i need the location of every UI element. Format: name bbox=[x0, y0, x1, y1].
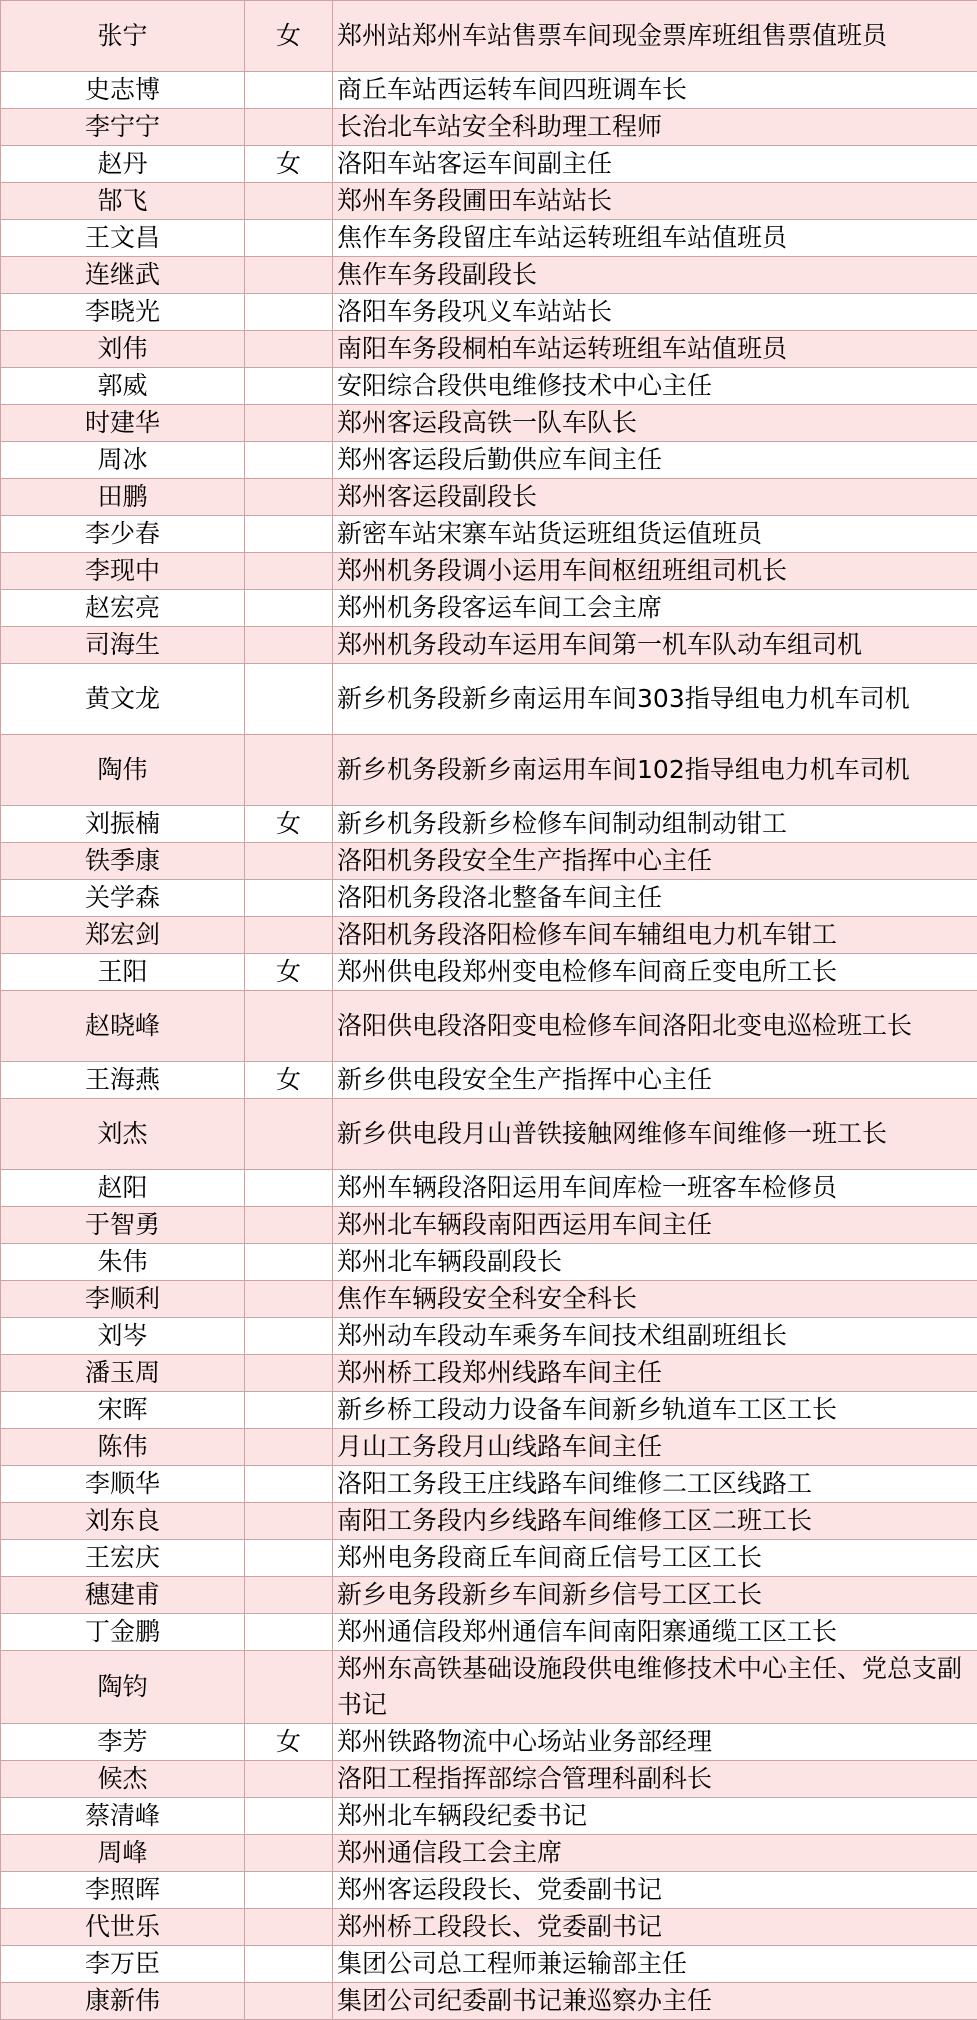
name-cell: 赵宏亮 bbox=[1, 590, 245, 627]
name-cell: 司海生 bbox=[1, 627, 245, 664]
table-row bbox=[1, 1835, 977, 1872]
gender-cell bbox=[245, 1099, 333, 1170]
name-cell: 刘伟 bbox=[1, 331, 245, 368]
gender-cell bbox=[245, 479, 333, 516]
gender-cell bbox=[245, 109, 333, 146]
gender-cell bbox=[245, 1466, 333, 1503]
name-cell: 连继武 bbox=[1, 257, 245, 294]
title-cell: 洛阳机务段洛北整备车间主任 bbox=[333, 880, 977, 917]
title-cell: 集团公司纪委副书记兼巡察办主任 bbox=[333, 1983, 977, 2020]
table-row bbox=[1, 991, 977, 1062]
gender-cell bbox=[245, 917, 333, 954]
title-cell: 郑州北车辆段副段长 bbox=[333, 1244, 977, 1281]
title-cell: 新密车站宋寨车站货运班组货运值班员 bbox=[333, 516, 977, 553]
title-cell: 郑州桥工段郑州线路车间主任 bbox=[333, 1355, 977, 1392]
gender-cell bbox=[245, 1798, 333, 1835]
gender-cell bbox=[245, 220, 333, 257]
name-cell: 史志博 bbox=[1, 72, 245, 109]
title-cell: 洛阳机务段安全生产指挥中心主任 bbox=[333, 843, 977, 880]
table-row bbox=[1, 1429, 977, 1466]
table-row bbox=[1, 880, 977, 917]
title-cell: 新乡供电段安全生产指挥中心主任 bbox=[333, 1062, 977, 1099]
table-row bbox=[1, 1614, 977, 1651]
table-row bbox=[1, 257, 977, 294]
gender-cell bbox=[245, 1503, 333, 1540]
table-row bbox=[1, 553, 977, 590]
name-cell: 宋晖 bbox=[1, 1392, 245, 1429]
gender-cell bbox=[245, 516, 333, 553]
title-cell: 新乡电务段新乡车间新乡信号工区工长 bbox=[333, 1577, 977, 1614]
name-cell: 陶伟 bbox=[1, 735, 245, 806]
name-cell: 丁金鹏 bbox=[1, 1614, 245, 1651]
table-row bbox=[1, 627, 977, 664]
table-row bbox=[1, 1207, 977, 1244]
name-cell: 蔡清峰 bbox=[1, 1798, 245, 1835]
gender-cell bbox=[245, 1872, 333, 1909]
table-row bbox=[1, 735, 977, 806]
title-cell: 郑州电务段商丘车间商丘信号工区工长 bbox=[333, 1540, 977, 1577]
name-cell: 黄文龙 bbox=[1, 664, 245, 735]
gender-cell: 女 bbox=[245, 806, 333, 843]
name-cell: 潘玉周 bbox=[1, 1355, 245, 1392]
table-row bbox=[1, 1062, 977, 1099]
title-cell: 郑州东高铁基础设施段供电维修技术中心主任、党总支副书记 bbox=[333, 1651, 977, 1724]
title-cell: 郑州机务段调小运用车间枢纽班组司机长 bbox=[333, 553, 977, 590]
table-row bbox=[1, 1724, 977, 1761]
table-row bbox=[1, 917, 977, 954]
title-cell: 焦作车务段副段长 bbox=[333, 257, 977, 294]
title-cell: 新乡机务段新乡检修车间制动组制动钳工 bbox=[333, 806, 977, 843]
gender-cell bbox=[245, 1318, 333, 1355]
table-row bbox=[1, 516, 977, 553]
name-cell: 郜飞 bbox=[1, 183, 245, 220]
title-cell: 郑州车辆段洛阳运用车间库检一班客车检修员 bbox=[333, 1170, 977, 1207]
gender-cell: 女 bbox=[245, 1, 333, 72]
gender-cell bbox=[245, 1207, 333, 1244]
table-row bbox=[1, 442, 977, 479]
name-cell: 赵丹 bbox=[1, 146, 245, 183]
gender-cell bbox=[245, 1761, 333, 1798]
gender-cell bbox=[245, 991, 333, 1062]
title-cell: 洛阳工程指挥部综合管理科副科长 bbox=[333, 1761, 977, 1798]
name-cell: 李现中 bbox=[1, 553, 245, 590]
gender-cell bbox=[245, 1170, 333, 1207]
gender-cell bbox=[245, 1909, 333, 1946]
gender-cell bbox=[245, 331, 333, 368]
name-cell: 王宏庆 bbox=[1, 1540, 245, 1577]
name-cell: 刘岑 bbox=[1, 1318, 245, 1355]
name-cell: 关学森 bbox=[1, 880, 245, 917]
title-cell: 洛阳供电段洛阳变电检修车间洛阳北变电巡检班工长 bbox=[333, 991, 977, 1062]
name-cell: 李顺利 bbox=[1, 1281, 245, 1318]
name-cell: 穗建甫 bbox=[1, 1577, 245, 1614]
table-row bbox=[1, 1540, 977, 1577]
name-cell: 王海燕 bbox=[1, 1062, 245, 1099]
name-cell: 周冰 bbox=[1, 442, 245, 479]
gender-cell bbox=[245, 1983, 333, 2020]
title-cell: 郑州车务段圃田车站站长 bbox=[333, 183, 977, 220]
name-cell: 李晓光 bbox=[1, 294, 245, 331]
title-cell: 郑州北车辆段纪委书记 bbox=[333, 1798, 977, 1835]
title-cell: 安阳综合段供电维修技术中心主任 bbox=[333, 368, 977, 405]
gender-cell bbox=[245, 1614, 333, 1651]
title-cell: 郑州通信段工会主席 bbox=[333, 1835, 977, 1872]
table-row bbox=[1, 1170, 977, 1207]
table-row bbox=[1, 664, 977, 735]
table-row bbox=[1, 1099, 977, 1170]
name-cell: 李万臣 bbox=[1, 1946, 245, 1983]
name-cell: 铁季康 bbox=[1, 843, 245, 880]
table-row bbox=[1, 405, 977, 442]
gender-cell bbox=[245, 405, 333, 442]
table-row bbox=[1, 954, 977, 991]
title-cell: 洛阳车站客运车间副主任 bbox=[333, 146, 977, 183]
title-cell: 月山工务段月山线路车间主任 bbox=[333, 1429, 977, 1466]
title-cell: 郑州铁路物流中心场站业务部经理 bbox=[333, 1724, 977, 1761]
title-cell: 新乡桥工段动力设备车间新乡轨道车工区工长 bbox=[333, 1392, 977, 1429]
name-cell: 李照晖 bbox=[1, 1872, 245, 1909]
gender-cell bbox=[245, 1244, 333, 1281]
title-cell: 新乡机务段新乡南运用车间102指导组电力机车司机 bbox=[333, 735, 977, 806]
gender-cell bbox=[245, 183, 333, 220]
gender-cell: 女 bbox=[245, 1724, 333, 1761]
table-row bbox=[1, 1281, 977, 1318]
title-cell: 郑州客运段高铁一队车队长 bbox=[333, 405, 977, 442]
table-row bbox=[1, 146, 977, 183]
gender-cell bbox=[245, 590, 333, 627]
title-cell: 郑州机务段动车运用车间第一机车队动车组司机 bbox=[333, 627, 977, 664]
gender-cell bbox=[245, 368, 333, 405]
gender-cell bbox=[245, 294, 333, 331]
gender-cell bbox=[245, 1281, 333, 1318]
gender-cell bbox=[245, 627, 333, 664]
name-cell: 刘振楠 bbox=[1, 806, 245, 843]
gender-cell bbox=[245, 257, 333, 294]
table-row bbox=[1, 1651, 977, 1724]
table-row bbox=[1, 1798, 977, 1835]
gender-cell bbox=[245, 1429, 333, 1466]
table-row bbox=[1, 806, 977, 843]
table-row bbox=[1, 1244, 977, 1281]
gender-cell: 女 bbox=[245, 954, 333, 991]
name-cell: 李宁宁 bbox=[1, 109, 245, 146]
gender-cell: 女 bbox=[245, 1062, 333, 1099]
table-row bbox=[1, 294, 977, 331]
name-cell: 郭威 bbox=[1, 368, 245, 405]
table-row bbox=[1, 1318, 977, 1355]
name-cell: 田鹏 bbox=[1, 479, 245, 516]
name-cell: 李少春 bbox=[1, 516, 245, 553]
name-cell: 刘杰 bbox=[1, 1099, 245, 1170]
title-cell: 郑州北车辆段南阳西运用车间主任 bbox=[333, 1207, 977, 1244]
gender-cell bbox=[245, 1355, 333, 1392]
name-cell: 时建华 bbox=[1, 405, 245, 442]
table-row bbox=[1, 220, 977, 257]
gender-cell bbox=[245, 1946, 333, 1983]
gender-cell bbox=[245, 553, 333, 590]
title-cell: 新乡供电段月山普铁接触网维修车间维修一班工长 bbox=[333, 1099, 977, 1170]
table-row bbox=[1, 109, 977, 146]
gender-cell bbox=[245, 442, 333, 479]
name-cell: 赵阳 bbox=[1, 1170, 245, 1207]
gender-cell bbox=[245, 1577, 333, 1614]
name-cell: 朱伟 bbox=[1, 1244, 245, 1281]
name-cell: 陶钧 bbox=[1, 1651, 245, 1724]
gender-cell bbox=[245, 880, 333, 917]
name-cell: 代世乐 bbox=[1, 1909, 245, 1946]
table-row bbox=[1, 1466, 977, 1503]
title-cell: 洛阳工务段王庄线路车间维修二工区线路工 bbox=[333, 1466, 977, 1503]
gender-cell bbox=[245, 843, 333, 880]
title-cell: 郑州客运段后勤供应车间主任 bbox=[333, 442, 977, 479]
table-row bbox=[1, 843, 977, 880]
table-row bbox=[1, 1909, 977, 1946]
gender-cell bbox=[245, 1835, 333, 1872]
title-cell: 郑州机务段客运车间工会主席 bbox=[333, 590, 977, 627]
name-cell: 李顺华 bbox=[1, 1466, 245, 1503]
title-cell: 商丘车站西运转车间四班调车长 bbox=[333, 72, 977, 109]
name-cell: 李芳 bbox=[1, 1724, 245, 1761]
name-cell: 周峰 bbox=[1, 1835, 245, 1872]
title-cell: 洛阳车务段巩义车站站长 bbox=[333, 294, 977, 331]
name-cell: 刘东良 bbox=[1, 1503, 245, 1540]
name-cell: 张宁 bbox=[1, 1, 245, 72]
staff-table-body bbox=[1, 1, 977, 2020]
title-cell: 郑州客运段副段长 bbox=[333, 479, 977, 516]
gender-cell bbox=[245, 735, 333, 806]
table-row bbox=[1, 183, 977, 220]
title-cell: 焦作车辆段安全科安全科长 bbox=[333, 1281, 977, 1318]
gender-cell: 女 bbox=[245, 146, 333, 183]
name-cell: 于智勇 bbox=[1, 1207, 245, 1244]
title-cell: 南阳车务段桐柏车站运转班组车站值班员 bbox=[333, 331, 977, 368]
name-cell: 赵晓峰 bbox=[1, 991, 245, 1062]
table-row bbox=[1, 1392, 977, 1429]
table-row bbox=[1, 72, 977, 109]
table-row bbox=[1, 1872, 977, 1909]
title-cell: 长治北车站安全科助理工程师 bbox=[333, 109, 977, 146]
title-cell: 集团公司总工程师兼运输部主任 bbox=[333, 1946, 977, 1983]
table-row bbox=[1, 1355, 977, 1392]
gender-cell bbox=[245, 1540, 333, 1577]
table-row bbox=[1, 331, 977, 368]
title-cell: 郑州供电段郑州变电检修车间商丘变电所工长 bbox=[333, 954, 977, 991]
gender-cell bbox=[245, 1651, 333, 1724]
table-row bbox=[1, 1, 977, 72]
title-cell: 新乡机务段新乡南运用车间303指导组电力机车司机 bbox=[333, 664, 977, 735]
table-row bbox=[1, 1577, 977, 1614]
table-row bbox=[1, 479, 977, 516]
table-row bbox=[1, 1761, 977, 1798]
table-row bbox=[1, 1946, 977, 1983]
title-cell: 南阳工务段内乡线路车间维修工区二班工长 bbox=[333, 1503, 977, 1540]
title-cell: 郑州桥工段段长、党委副书记 bbox=[333, 1909, 977, 1946]
table-row bbox=[1, 1983, 977, 2020]
name-cell: 陈伟 bbox=[1, 1429, 245, 1466]
table-row bbox=[1, 368, 977, 405]
title-cell: 洛阳机务段洛阳检修车间车辅组电力机车钳工 bbox=[333, 917, 977, 954]
table-row bbox=[1, 590, 977, 627]
name-cell: 候杰 bbox=[1, 1761, 245, 1798]
name-cell: 郑宏剑 bbox=[1, 917, 245, 954]
title-cell: 郑州客运段段长、党委副书记 bbox=[333, 1872, 977, 1909]
title-cell: 郑州动车段动车乘务车间技术组副班组长 bbox=[333, 1318, 977, 1355]
gender-cell bbox=[245, 664, 333, 735]
name-cell: 王文昌 bbox=[1, 220, 245, 257]
title-cell: 郑州通信段郑州通信车间南阳寨通缆工区工长 bbox=[333, 1614, 977, 1651]
gender-cell bbox=[245, 1392, 333, 1429]
title-cell: 郑州站郑州车站售票车间现金票库班组售票值班员 bbox=[333, 1, 977, 72]
table-row bbox=[1, 1503, 977, 1540]
name-cell: 康新伟 bbox=[1, 1983, 245, 2020]
title-cell: 焦作车务段留庄车站运转班组车站值班员 bbox=[333, 220, 977, 257]
name-cell: 王阳 bbox=[1, 954, 245, 991]
gender-cell bbox=[245, 72, 333, 109]
